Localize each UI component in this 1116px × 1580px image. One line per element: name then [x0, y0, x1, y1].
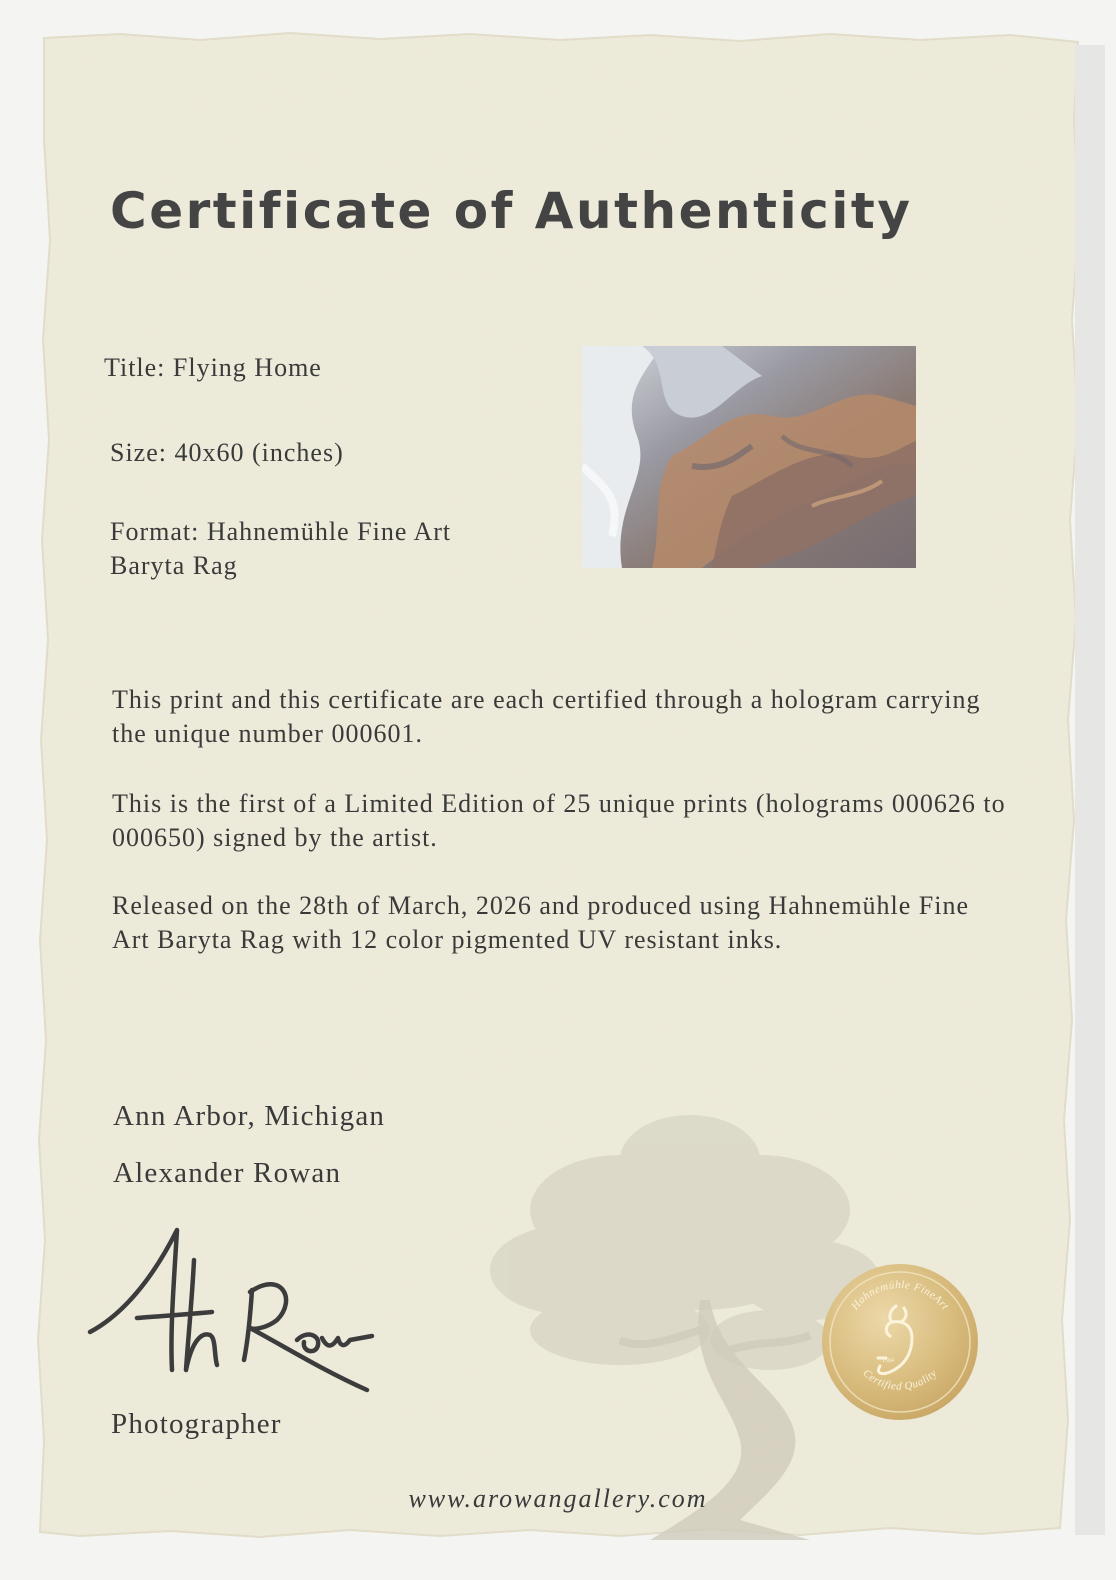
artwork-format: Format: Hahnemühle Fine Art Baryta Rag	[110, 517, 452, 580]
location-text: Ann Arbor, Michigan	[113, 1100, 386, 1132]
artwork-image	[582, 346, 916, 568]
hologram-paragraph: This print and this certificate are each certified through a hologram carrying the unique number 000601.	[112, 685, 981, 748]
role-label: Photographer	[111, 1408, 282, 1440]
hahnemuhle-seal	[820, 1262, 980, 1422]
website-url[interactable]: www.arowangallery.com	[408, 1484, 708, 1513]
svg-text:1584: 1584	[882, 1358, 894, 1364]
release-paragraph: Released on the 28th of March, 2026 and produced using Hahnemühle Fine Art Baryta Rag with 12 color pigmented UV resistant inks.	[112, 891, 970, 954]
edition-paragraph: This is the first of a Limited Edition of 25 unique prints (holograms 000626 to 000650) signed by the artist.	[112, 789, 1006, 852]
artwork-title: Title: Flying Home	[104, 353, 322, 382]
artwork-size: Size: 40x60 (inches)	[110, 438, 344, 467]
seal-top-text: Hahnemühle FineArt	[849, 1278, 952, 1313]
signature-image	[82, 1220, 382, 1410]
certificate-title: Certificate of Authenticity	[110, 182, 913, 240]
seal-bottom-text: Certified Quality	[860, 1367, 940, 1393]
artist-name: Alexander Rowan	[113, 1157, 342, 1189]
